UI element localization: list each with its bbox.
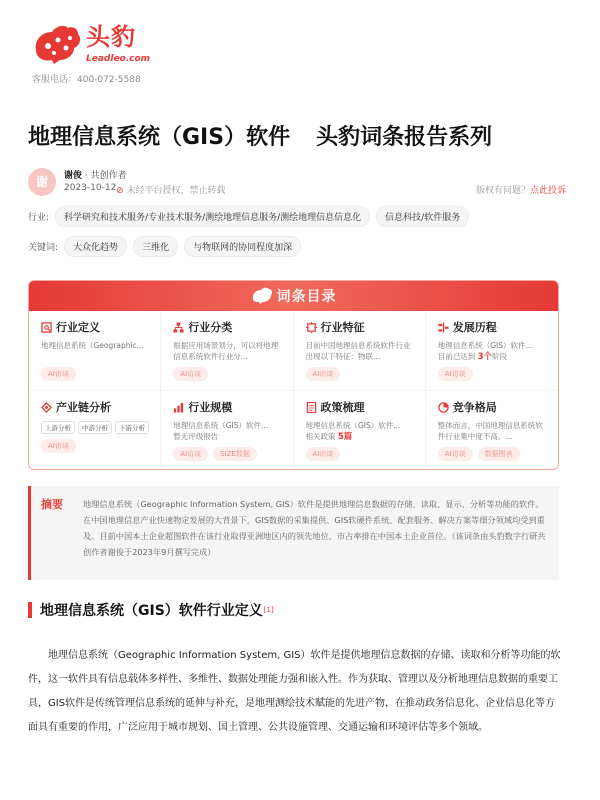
brand-name: 头豹: [86, 23, 136, 51]
section-heading: [28, 600, 274, 620]
downstream-step[interactable]: 下游分析: [115, 421, 149, 434]
industry-tag[interactable]: 科学研究和技术服务/专业技术服务/测绘地理信息服务/测绘地理信息信息化: [55, 206, 370, 227]
publish-date: 2023-10-12: [64, 183, 117, 193]
industry-tag[interactable]: 信息科技/软件服务: [376, 206, 469, 227]
toc-item-classification[interactable]: 行业分类 根据应用场景划分，可以将地理信息系统软件行业分... AI访谈: [161, 311, 293, 391]
section-accent-bar: [28, 602, 32, 618]
report-title: 地理信息系统（GIS）软件: [28, 125, 291, 150]
keyword-tag[interactable]: 大众化趋势: [64, 236, 127, 257]
keywords-row: [28, 236, 307, 257]
competition-icon: [438, 402, 449, 413]
feature-icon: [306, 322, 317, 333]
toc-item-history[interactable]: 发展历程 地理信息系统（GIS）软件... 目前已达到 3个阶段 AI访谈: [426, 311, 558, 391]
copyright-notice: ⊘ 未经平台授权，禁止转载: [116, 186, 226, 196]
size-data-chip[interactable]: SIZE数据: [213, 447, 257, 461]
abstract-box: [28, 486, 559, 580]
ai-interview-chip[interactable]: AI访谈: [173, 367, 208, 381]
toc-item-industry-chain[interactable]: 产业链分析 上游分析 中游分析 下游分析 AI访谈: [29, 391, 161, 469]
ai-interview-chip[interactable]: AI访谈: [173, 447, 208, 461]
chain-steps: [41, 421, 152, 434]
leopard-icon: [251, 287, 273, 305]
brand-domain: Leadleo.com: [86, 54, 151, 64]
history-icon: [438, 322, 449, 333]
data-chart-chip[interactable]: 数据图表: [478, 447, 520, 461]
definition-icon: [41, 322, 52, 333]
hotline-text: 客服电话：400-072-5588: [32, 75, 141, 85]
ai-interview-chip[interactable]: AI访谈: [306, 367, 341, 381]
ai-interview-chip[interactable]: AI访谈: [41, 367, 76, 381]
keyword-tag[interactable]: 与物联网的协同程度加深: [184, 236, 301, 257]
abstract-label: 摘要: [41, 498, 63, 511]
toc-item-competition[interactable]: 竞争格局 整体而言，中国地理信息系统软件行业集中度不高。... AI访谈 数据图表: [426, 391, 558, 469]
toc-header: [29, 281, 558, 311]
toc-item-features[interactable]: 行业特征 目前中国地理信息系统软件行业出现以下特征：物联... AI访谈: [294, 311, 426, 391]
ai-interview-chip[interactable]: AI访谈: [41, 439, 76, 453]
toc-item-scale[interactable]: 行业规模 地理信息系统（GIS）软件... 暂无评级报告 AI访谈 SIZE数据: [161, 391, 293, 469]
report-link[interactable]: 点此投诉: [529, 186, 566, 196]
upstream-step[interactable]: 上游分析: [41, 421, 75, 434]
leopard-logo-icon: [28, 20, 84, 68]
abstract-text: 地理信息系统（Geographic Information System, GIS）软件是提供地理信息数据的存储、读取、显示、分析等功能的软件。在中国地理信息产业快速物定发展的大背景下，GIS数据的采集提供、GIS软硬件系统、配套服务、解决方案等细分领域均受到重及。目前中国本土企业超图软件在该行业取得亚洲地区内的领先地位，市占率排在中国本土企业首位。（该词条由头豹数字行研共创作者谢俊于2023年9月撰写完成）: [83, 499, 546, 557]
author-name[interactable]: 谢俊 · 共创作者: [64, 171, 127, 181]
keywords-label: 关键词:: [28, 243, 59, 253]
ai-interview-chip[interactable]: AI访谈: [438, 447, 473, 461]
midstream-step[interactable]: 中游分析: [78, 421, 112, 434]
definition-paragraph: 地理信息系统（Geographic Information System, GIS）软件是提供地理信息数据的存储、读取和分析等功能的软件，这一软件具有信息载体多样性、多维性、数据处理能力强和嵌入性。作为获取、管理以及分析地理信息数据的重要工具，GIS软件是传统管理信息系统的延伸与补充，是地理测绘技术赋能的先进产物，在推动政务信息化、企业信息化等方面具有重要的作用，广泛应用于城市规划、国土管理、公共设施管理、交通运输和环境评估等多个领域。: [28, 650, 561, 733]
ban-icon: ⊘: [116, 186, 124, 196]
avatar[interactable]: 谢: [28, 168, 56, 196]
toc-item-policy[interactable]: 政策梳理 地理信息系统（GIS）软件... 相关政策 5篇 AI访谈: [294, 391, 426, 469]
policy-icon: [306, 402, 317, 413]
classification-icon: [173, 322, 184, 333]
copyright-report: 版权有问题？点此投诉: [475, 186, 566, 196]
toc-card: [28, 280, 559, 470]
ai-interview-chip[interactable]: AI访谈: [438, 367, 473, 381]
keyword-tag[interactable]: 三维化: [133, 236, 178, 257]
chain-icon: [41, 402, 52, 413]
scale-icon: [173, 402, 184, 413]
report-series: 头豹词条报告系列: [316, 125, 493, 150]
ai-interview-chip[interactable]: AI访谈: [306, 447, 341, 461]
reference-link[interactable]: [1]: [263, 606, 274, 614]
industry-label: 行业:: [28, 213, 50, 223]
toc-title: 词条目录: [276, 289, 337, 305]
toc-item-definition[interactable]: 行业定义 地理信息系统（Geographic... AI访谈: [29, 311, 161, 391]
brand-logo[interactable]: [28, 20, 150, 68]
page-title: [28, 120, 492, 151]
industry-row: [28, 206, 475, 227]
author-info: [28, 168, 572, 198]
section-title: 地理信息系统（GIS）软件行业定义: [40, 603, 263, 619]
